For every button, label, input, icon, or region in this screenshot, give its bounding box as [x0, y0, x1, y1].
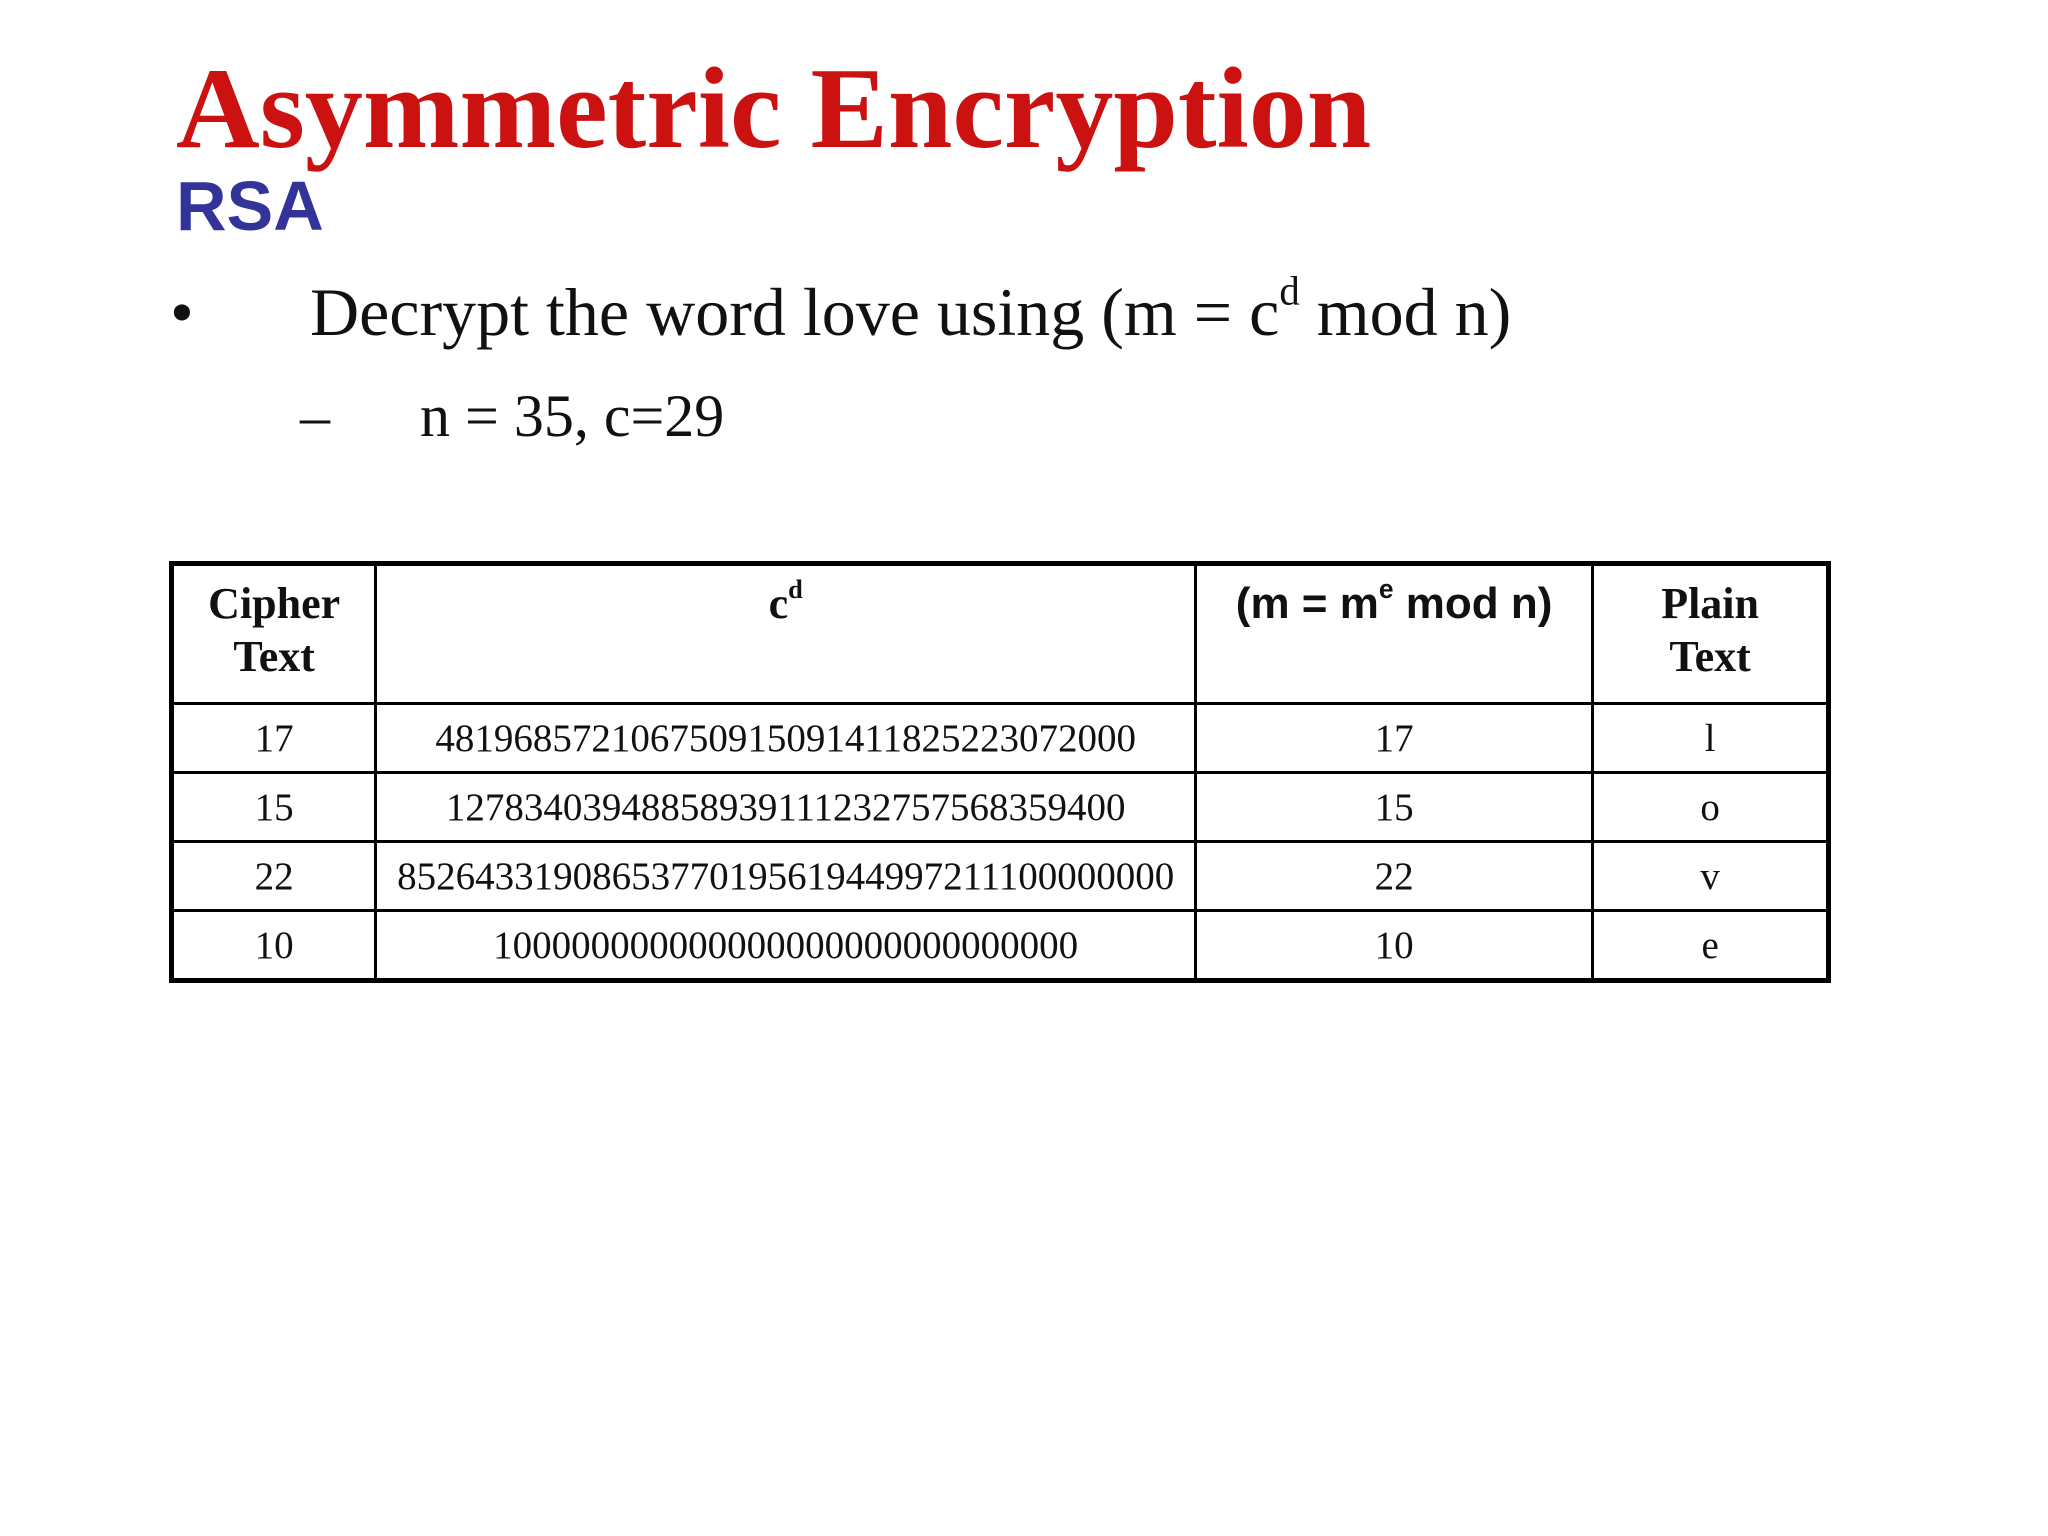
cell-m: 17 — [1195, 704, 1592, 773]
cell-power: 481968572106750915091411825223072000 — [376, 704, 1196, 773]
header-cipher-text: Cipher Text — [172, 564, 376, 704]
sub-bullet-marker: – — [300, 383, 330, 449]
cell-m: 10 — [1195, 911, 1592, 981]
header-formula-end: mod n) — [1393, 579, 1553, 628]
cell-plain: e — [1593, 911, 1829, 981]
sub-bullet-point — [300, 380, 724, 452]
table-row — [172, 704, 1829, 773]
cell-plain: l — [1593, 704, 1829, 773]
table-row — [172, 773, 1829, 842]
cell-plain: v — [1593, 842, 1829, 911]
header-formula — [1195, 564, 1592, 704]
cell-power: 12783403948858939111232757568359400 — [376, 773, 1196, 842]
cell-power: 8526433190865377019561944997211100000000 — [376, 842, 1196, 911]
slide-subtitle: RSA — [176, 167, 324, 245]
cell-m: 15 — [1195, 773, 1592, 842]
header-plain-text: Plain Text — [1593, 564, 1829, 704]
table-header-row — [172, 564, 1829, 704]
sub-bullet-text: n = 35, c=29 — [420, 383, 725, 449]
slide-title: Asymmetric Encryption — [176, 45, 1372, 173]
cell-plain: o — [1593, 773, 1829, 842]
cell-cipher: 10 — [172, 911, 376, 981]
bullet-text-end: mod n) — [1299, 274, 1512, 350]
cell-cipher: 22 — [172, 842, 376, 911]
header-power — [376, 564, 1196, 704]
bullet-superscript: d — [1279, 268, 1300, 314]
header-power-exponent: d — [788, 574, 803, 605]
table-row — [172, 842, 1829, 911]
table-row — [172, 911, 1829, 981]
cell-cipher: 17 — [172, 704, 376, 773]
header-power-base: c — [768, 579, 789, 628]
header-formula-exponent: e — [1378, 574, 1394, 605]
bullet-text: Decrypt the word love using (m = c — [310, 274, 1280, 350]
cell-m: 22 — [1195, 842, 1592, 911]
cell-cipher: 15 — [172, 773, 376, 842]
header-formula-text: (m = m — [1235, 579, 1379, 628]
bullet-point — [170, 268, 1512, 354]
cell-power: 100000000000000000000000000000 — [376, 911, 1196, 981]
decryption-table — [169, 561, 1831, 983]
bullet-marker: • — [170, 274, 194, 350]
